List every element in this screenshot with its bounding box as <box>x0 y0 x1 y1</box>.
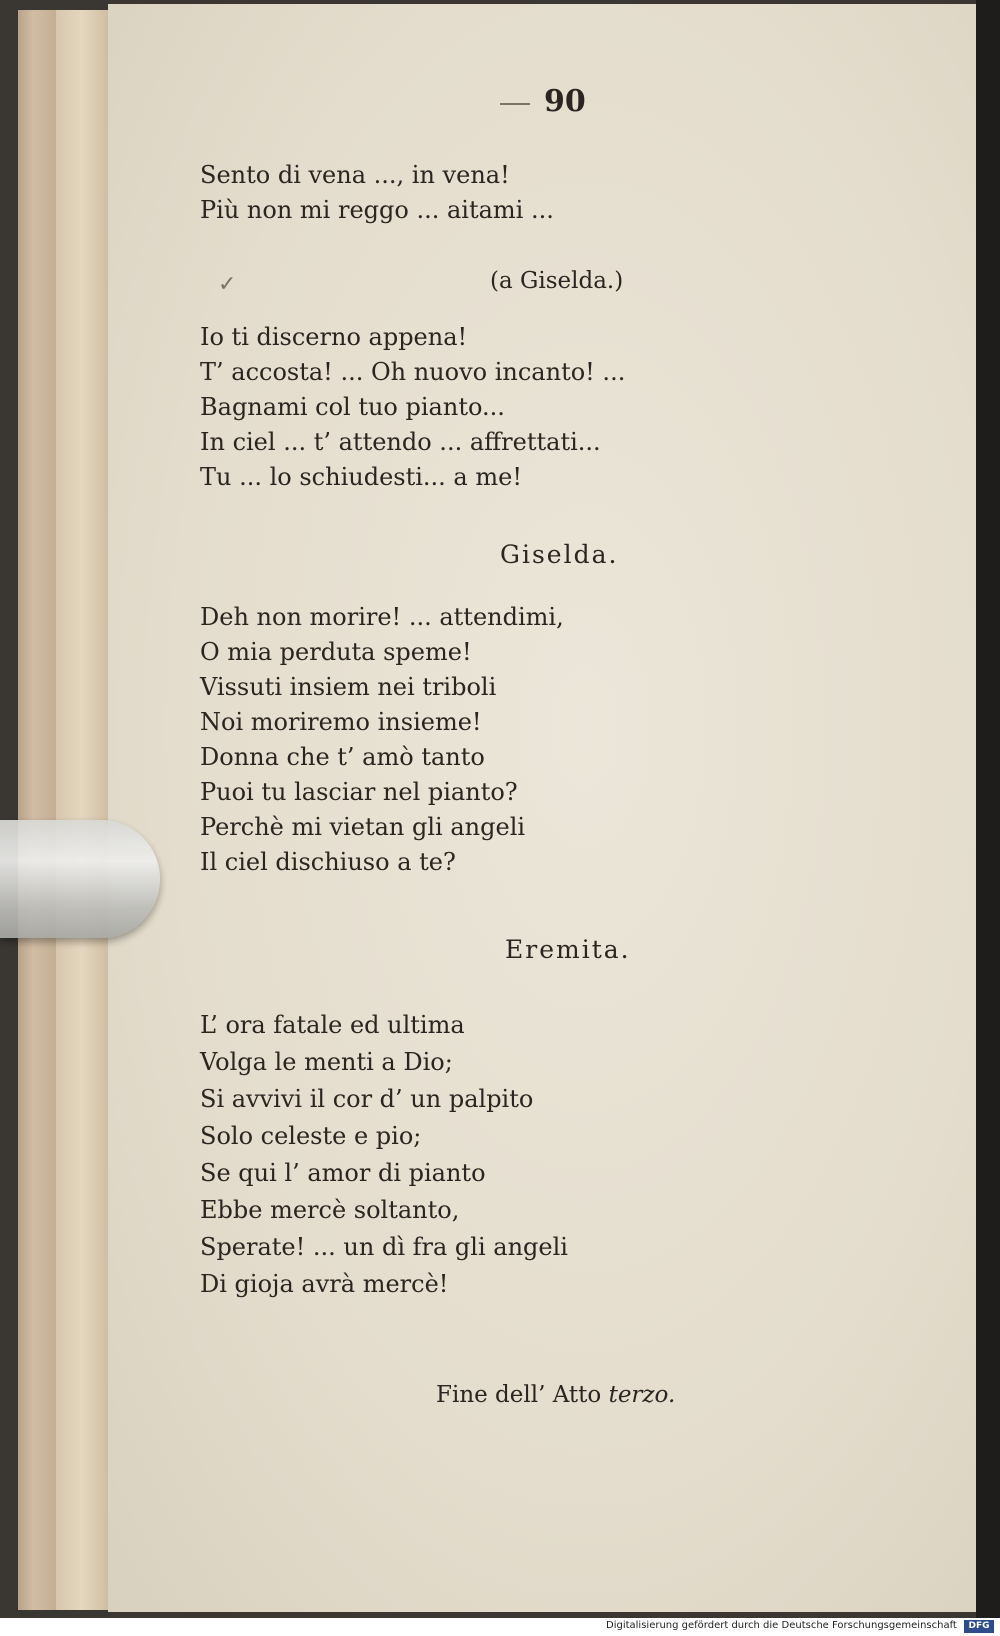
verse-line: Di gioja avrà mercè! <box>200 1270 449 1298</box>
page-number-dash <box>500 103 530 105</box>
speaker-name: Giselda. <box>500 540 619 569</box>
verse-line: L’ ora fatale ed ultima <box>200 1011 465 1039</box>
verse-line: Volga le menti a Dio; <box>200 1048 453 1076</box>
act-end-prefix: Fine dell’ Atto <box>436 1382 609 1408</box>
page-clip <box>0 820 160 938</box>
page-number: 90 <box>544 84 586 119</box>
verse-line: Più non mi reggo ... aitami ... <box>200 196 554 224</box>
verse-line: Noi moriremo insieme! <box>200 708 482 736</box>
act-end-italic: terzo. <box>608 1382 676 1408</box>
verse-line: Solo celeste e pio; <box>200 1122 422 1150</box>
verse-line: Se qui l’ amor di pianto <box>200 1159 486 1187</box>
dfg-logo: DFG <box>964 1620 994 1633</box>
speaker-name: Eremita. <box>505 935 631 964</box>
page-fore-edge <box>56 10 108 1610</box>
verse-line: Sperate! ... un dì fra gli angeli <box>200 1233 568 1261</box>
verse-line: In ciel ... t’ attendo ... affrettati... <box>200 428 601 456</box>
verse-line: T’ accosta! ... Oh nuovo incanto! ... <box>200 358 626 386</box>
verse-line: Ebbe mercè soltanto, <box>200 1196 460 1224</box>
verse-line: Vissuti insiem nei triboli <box>200 673 497 701</box>
verse-line: Donna che t’ amò tanto <box>200 743 485 771</box>
verse-line: Il ciel dischiuso a te? <box>200 848 456 876</box>
verse-line: Puoi tu lasciar nel pianto? <box>200 778 518 806</box>
act-end-line <box>436 1382 675 1408</box>
verse-line: Tu ... lo schiudesti... a me! <box>200 463 522 491</box>
pencil-tick-mark: ✓ <box>218 272 237 297</box>
verse-line: Bagnami col tuo pianto... <box>200 393 505 421</box>
book-spine-edge <box>18 10 58 1610</box>
verse-line: Deh non morire! ... attendimi, <box>200 603 564 631</box>
stage-direction: (a Giselda.) <box>490 268 624 294</box>
verse-line: Perchè mi vietan gli angeli <box>200 813 526 841</box>
verse-line: Si avvivi il cor d’ un palpito <box>200 1085 534 1113</box>
verse-line: O mia perduta speme! <box>200 638 472 666</box>
verse-line: Io ti discerno appena! <box>200 323 468 351</box>
scan-background-strip <box>976 0 1000 1618</box>
verse-line: Sento di vena ..., in vena! <box>200 161 510 189</box>
footer-credit: Digitalisierung gefördert durch die Deutsche Forschungsgemeinschaft <box>606 1620 957 1631</box>
